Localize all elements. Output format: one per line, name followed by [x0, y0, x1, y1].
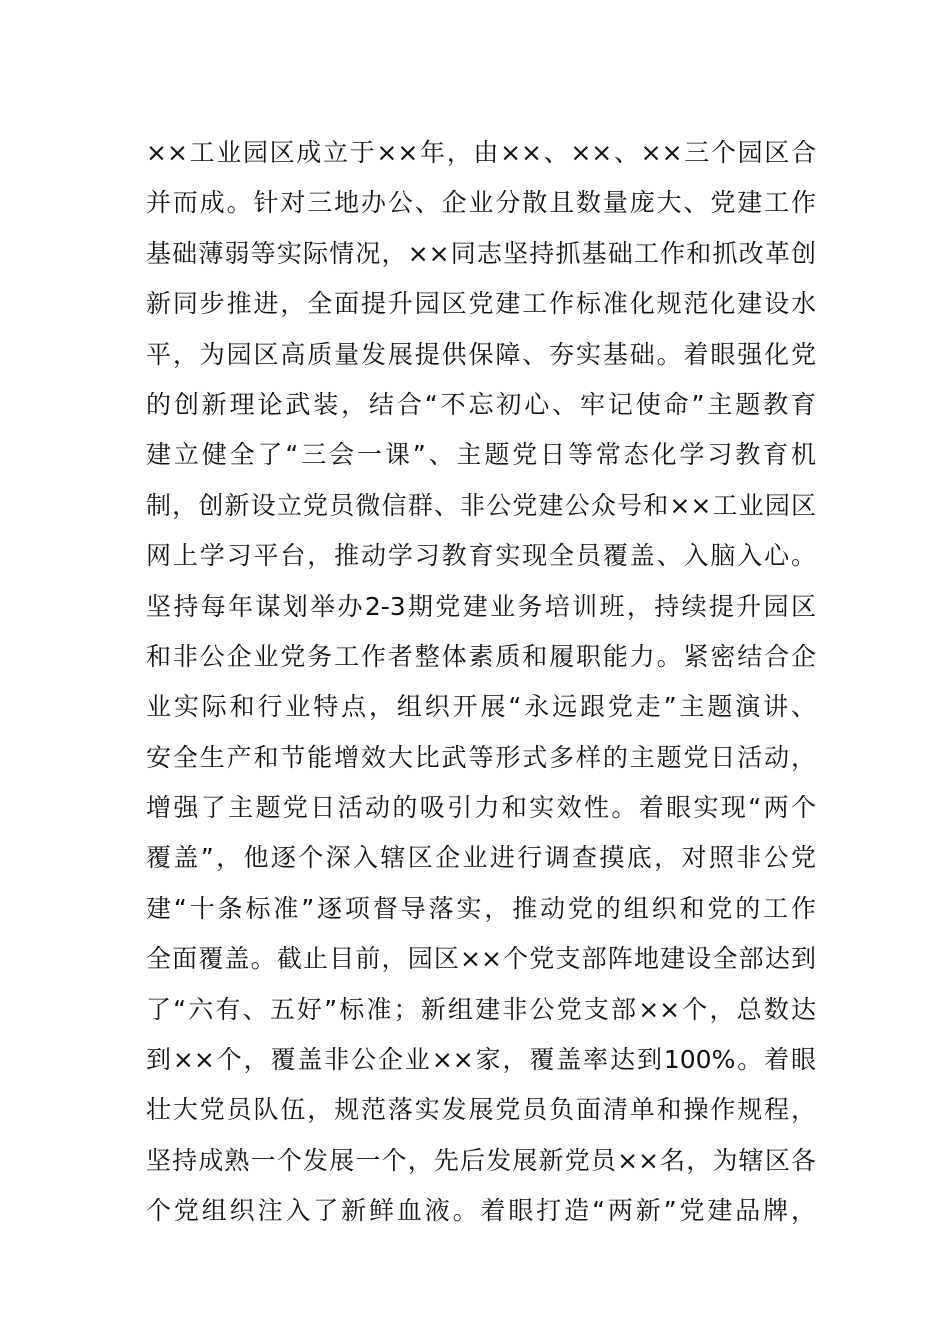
text-line: 全面覆盖。截止目前，园区××个党支部阵地建设全部达到	[146, 944, 816, 974]
text-line: 坚持每年谋划举办2-3期党建业务培训班，持续提升园区	[146, 591, 816, 621]
text-line: 个党组织注入了新鲜血液。着眼打造“两新”党建品牌，	[146, 1196, 816, 1226]
text-line: 基础薄弱等实际情况，××同志坚持抓基础工作和抓改革创	[146, 238, 816, 268]
text-line: 坚持成熟一个发展一个，先后发展新党员××名，为辖区各	[146, 1145, 816, 1175]
text-line: 制，创新设立党员微信群、非公党建公众号和××工业园区	[146, 490, 816, 520]
text-line: 到××个，覆盖非公企业××家，覆盖率达到100%。着眼	[146, 1045, 816, 1075]
text-line: 业实际和行业特点，组织开展“永远跟党走”主题演讲、	[146, 692, 816, 722]
text-line: 建立健全了“三会一课”、主题党日等常态化学习教育机	[146, 440, 816, 470]
text-line: 的创新理论武装，结合“不忘初心、牢记使命”主题教育	[146, 389, 816, 419]
text-line: 安全生产和节能增效大比武等形式多样的主题党日活动，	[146, 742, 816, 772]
text-line: 网上学习平台，推动学习教育实现全员覆盖、入脑入心。	[146, 541, 816, 571]
text-line: 增强了主题党日活动的吸引力和实效性。着眼实现“两个	[146, 793, 816, 823]
text-line: 了“六有、五好”标准；新组建非公党支部××个，总数达	[146, 994, 816, 1024]
text-line: ××工业园区成立于××年，由××、××、××三个园区合	[146, 138, 816, 167]
text-line: 新同步推进，全面提升园区党建工作标准化规范化建设水	[146, 289, 816, 319]
text-line: 壮大党员队伍，规范落实发展党员负面清单和操作规程，	[146, 1095, 816, 1125]
text-line: 平，为园区高质量发展提供保障、夯实基础。着眼强化党	[146, 339, 816, 369]
text-line: 和非公企业党务工作者整体素质和履职能力。紧密结合企	[146, 641, 816, 671]
text-line: 并而成。针对三地办公、企业分散且数量庞大、党建工作	[146, 188, 816, 218]
text-line: 建“十条标准”逐项督导落实，推动党的组织和党的工作	[146, 893, 816, 923]
body-paragraph	[146, 128, 816, 1237]
text-line: 覆盖”，他逐个深入辖区企业进行调查摸底，对照非公党	[146, 843, 816, 873]
